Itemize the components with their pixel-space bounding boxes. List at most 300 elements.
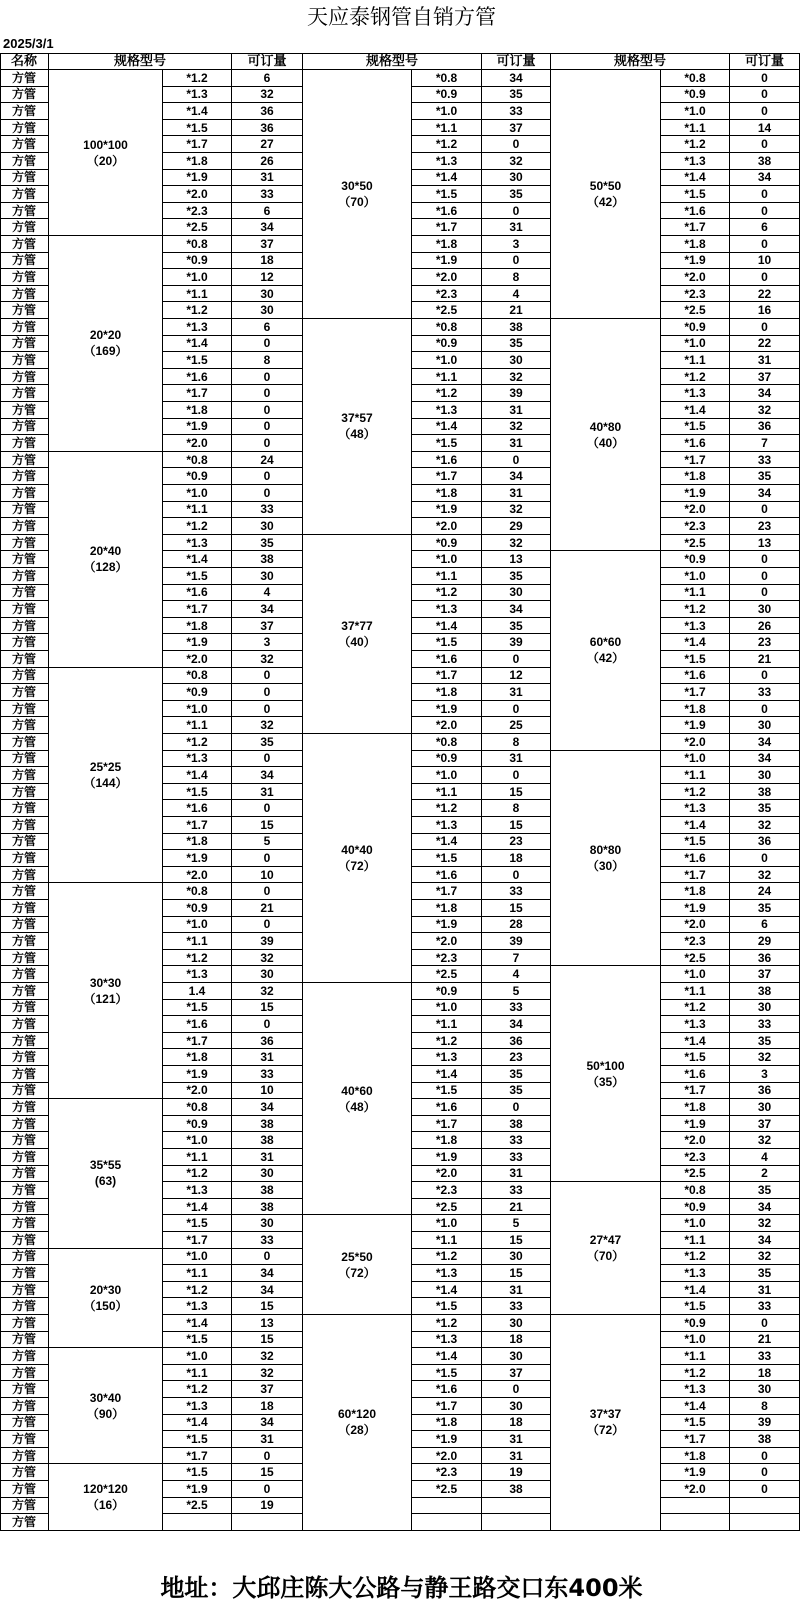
qty-cell: 21 <box>482 1199 551 1216</box>
qty-cell: 15 <box>232 1464 303 1481</box>
qty-cell: 38 <box>232 1132 303 1149</box>
product-name-cell: 方管 <box>0 485 49 502</box>
qty-cell: 23 <box>482 1049 551 1066</box>
thickness-cell: *0.8 <box>163 668 232 685</box>
product-name-cell: 方管 <box>0 983 49 1000</box>
thickness-cell: *1.7 <box>163 1448 232 1465</box>
thickness-cell: *1.4 <box>163 1199 232 1216</box>
thickness-cell: *0.9 <box>163 468 232 485</box>
qty-cell: 30 <box>730 717 800 734</box>
qty-cell: 37 <box>482 120 551 137</box>
thickness-cell: *1.2 <box>412 136 482 153</box>
spec-group-cell: 100*100 （20） <box>49 70 163 236</box>
qty-cell: 39 <box>482 634 551 651</box>
thickness-cell: *1.5 <box>412 435 482 452</box>
qty-cell: 35 <box>482 568 551 585</box>
spec-group-cell: 37*57 （48） <box>303 319 412 535</box>
qty-cell: 34 <box>730 170 800 187</box>
thickness-cell: *1.3 <box>163 319 232 336</box>
qty-cell: 0 <box>232 1448 303 1465</box>
thickness-cell: *1.4 <box>412 1066 482 1083</box>
qty-cell <box>730 1514 800 1531</box>
thickness-cell: *1.1 <box>412 1016 482 1033</box>
thickness-cell: *1.2 <box>163 302 232 319</box>
thickness-cell: *1.9 <box>412 701 482 718</box>
thickness-cell: *1.9 <box>412 502 482 519</box>
qty-cell: 33 <box>482 1298 551 1315</box>
qty-cell: 34 <box>730 1199 800 1216</box>
thickness-cell: *1.1 <box>412 784 482 801</box>
thickness-cell: *2.5 <box>661 1166 730 1183</box>
thickness-cell: *1.6 <box>412 203 482 220</box>
qty-cell: 32 <box>232 717 303 734</box>
qty-cell: 18 <box>232 1398 303 1415</box>
thickness-cell: *1.5 <box>661 186 730 203</box>
qty-cell: 36 <box>232 1033 303 1050</box>
qty-cell: 0 <box>730 668 800 685</box>
thickness-cell: *2.5 <box>412 1481 482 1498</box>
qty-cell: 30 <box>482 585 551 602</box>
spec-group-cell: 27*47 （70） <box>551 1182 661 1315</box>
thickness-cell: *1.4 <box>163 1415 232 1432</box>
thickness-cell: *1.2 <box>163 950 232 967</box>
thickness-cell: *1.4 <box>163 103 232 120</box>
qty-cell: 34 <box>730 734 800 751</box>
qty-cell: 38 <box>232 1116 303 1133</box>
qty-cell: 0 <box>232 468 303 485</box>
qty-cell: 0 <box>730 850 800 867</box>
qty-cell: 36 <box>730 834 800 851</box>
product-name-cell: 方管 <box>0 651 49 668</box>
thickness-cell: *1.9 <box>661 900 730 917</box>
thickness-cell: *1.5 <box>163 784 232 801</box>
qty-cell: 31 <box>730 1282 800 1299</box>
qty-cell: 35 <box>730 1033 800 1050</box>
thickness-cell: *1.2 <box>163 734 232 751</box>
thickness-cell: *0.9 <box>163 253 232 270</box>
thickness-cell: *1.9 <box>163 634 232 651</box>
thickness-cell: *1.2 <box>661 136 730 153</box>
qty-cell: 0 <box>730 136 800 153</box>
thickness-cell: *1.0 <box>163 701 232 718</box>
qty-cell <box>482 1498 551 1515</box>
qty-cell: 21 <box>730 651 800 668</box>
product-name-cell: 方管 <box>0 1481 49 1498</box>
qty-cell: 4 <box>232 585 303 602</box>
qty-cell: 19 <box>482 1464 551 1481</box>
product-name-cell: 方管 <box>0 1332 49 1349</box>
product-name-cell: 方管 <box>0 435 49 452</box>
qty-cell: 8 <box>232 352 303 369</box>
thickness-cell: *0.8 <box>412 734 482 751</box>
thickness-cell: *1.9 <box>412 253 482 270</box>
thickness-cell: *1.4 <box>412 170 482 187</box>
qty-cell: 0 <box>730 568 800 585</box>
thickness-cell: *1.4 <box>661 170 730 187</box>
qty-cell: 33 <box>232 502 303 519</box>
qty-cell: 0 <box>730 585 800 602</box>
qty-cell: 0 <box>730 203 800 220</box>
product-name-cell: 方管 <box>0 1298 49 1315</box>
qty-cell: 31 <box>482 219 551 236</box>
qty-cell <box>730 1498 800 1515</box>
qty-cell: 18 <box>232 253 303 270</box>
qty-cell: 38 <box>232 1199 303 1216</box>
product-name-cell: 方管 <box>0 1265 49 1282</box>
thickness-cell: *1.4 <box>412 1282 482 1299</box>
thickness-cell: *1.2 <box>412 585 482 602</box>
thickness-cell: *1.3 <box>412 1049 482 1066</box>
thickness-cell: *1.9 <box>661 1464 730 1481</box>
qty-cell: 33 <box>232 186 303 203</box>
spec-group-cell: 50*50 （42） <box>551 70 661 319</box>
qty-cell: 33 <box>730 1298 800 1315</box>
product-name-cell: 方管 <box>0 153 49 170</box>
product-name-cell: 方管 <box>0 286 49 303</box>
qty-cell: 34 <box>730 385 800 402</box>
qty-cell: 0 <box>482 253 551 270</box>
qty-cell: 0 <box>232 684 303 701</box>
thickness-cell: *1.5 <box>412 634 482 651</box>
qty-cell: 30 <box>232 302 303 319</box>
thickness-cell: *1.3 <box>412 402 482 419</box>
qty-cell: 0 <box>482 867 551 884</box>
product-name-cell: 方管 <box>0 917 49 934</box>
thickness-cell: *1.3 <box>412 601 482 618</box>
product-name-cell: 方管 <box>0 551 49 568</box>
thickness-cell: *0.8 <box>661 70 730 87</box>
thickness-cell: *0.9 <box>661 551 730 568</box>
qty-cell: 36 <box>232 120 303 137</box>
spec-group-cell: 80*80 （30） <box>551 751 661 967</box>
thickness-cell: *1.4 <box>163 767 232 784</box>
product-name-cell: 方管 <box>0 269 49 286</box>
thickness-cell: *1.7 <box>163 385 232 402</box>
thickness-cell: *1.7 <box>661 219 730 236</box>
qty-cell: 38 <box>482 319 551 336</box>
qty-cell: 32 <box>482 502 551 519</box>
product-name-cell: 方管 <box>0 966 49 983</box>
header-qty: 可订量 <box>730 53 800 70</box>
qty-cell: 30 <box>482 1398 551 1415</box>
thickness-cell: *1.4 <box>163 551 232 568</box>
qty-cell: 31 <box>482 402 551 419</box>
qty-cell: 32 <box>232 950 303 967</box>
thickness-cell: *0.9 <box>163 684 232 701</box>
thickness-cell: *1.2 <box>661 1365 730 1382</box>
qty-cell: 32 <box>730 1132 800 1149</box>
product-name-cell: 方管 <box>0 1149 49 1166</box>
qty-cell: 0 <box>482 651 551 668</box>
qty-cell: 35 <box>482 186 551 203</box>
qty-cell: 31 <box>730 352 800 369</box>
thickness-cell <box>163 1514 232 1531</box>
product-name-cell: 方管 <box>0 369 49 386</box>
thickness-cell: *1.0 <box>163 917 232 934</box>
qty-cell: 0 <box>232 336 303 353</box>
thickness-cell: *1.8 <box>163 1049 232 1066</box>
thickness-cell: *0.8 <box>412 70 482 87</box>
qty-cell: 32 <box>482 369 551 386</box>
thickness-cell: *1.6 <box>661 1066 730 1083</box>
qty-cell: 34 <box>730 485 800 502</box>
thickness-cell: *1.3 <box>661 800 730 817</box>
qty-cell <box>232 1514 303 1531</box>
thickness-cell: *1.6 <box>163 585 232 602</box>
thickness-cell: *1.0 <box>661 568 730 585</box>
thickness-cell: *1.9 <box>163 1481 232 1498</box>
thickness-cell: *1.8 <box>661 468 730 485</box>
qty-cell: 3 <box>232 634 303 651</box>
product-name-cell: 方管 <box>0 352 49 369</box>
thickness-cell: *1.4 <box>661 1282 730 1299</box>
qty-cell: 35 <box>232 734 303 751</box>
qty-cell: 38 <box>730 983 800 1000</box>
product-name-cell: 方管 <box>0 1066 49 1083</box>
qty-cell: 34 <box>482 601 551 618</box>
qty-cell: 34 <box>232 1415 303 1432</box>
thickness-cell: *1.0 <box>163 1249 232 1266</box>
qty-cell: 39 <box>730 1415 800 1432</box>
qty-cell: 36 <box>232 103 303 120</box>
product-name-cell: 方管 <box>0 452 49 469</box>
header-name: 名称 <box>0 53 49 70</box>
qty-cell: 33 <box>730 452 800 469</box>
thickness-cell: *1.4 <box>412 834 482 851</box>
header-spec: 规格型号 <box>49 53 232 70</box>
thickness-cell: *1.6 <box>163 1016 232 1033</box>
qty-cell: 34 <box>730 751 800 768</box>
thickness-cell: *1.3 <box>412 153 482 170</box>
thickness-cell: *1.7 <box>412 1116 482 1133</box>
product-name-cell: 方管 <box>0 585 49 602</box>
thickness-cell: *2.0 <box>412 717 482 734</box>
qty-cell: 32 <box>232 1348 303 1365</box>
spec-group-cell: 60*120 （28） <box>303 1315 412 1531</box>
qty-cell: 30 <box>482 1348 551 1365</box>
qty-cell: 10 <box>232 867 303 884</box>
thickness-cell <box>661 1514 730 1531</box>
qty-cell: 31 <box>482 1448 551 1465</box>
qty-cell: 10 <box>730 253 800 270</box>
thickness-cell: *0.8 <box>163 236 232 253</box>
qty-cell: 30 <box>232 286 303 303</box>
product-name-cell: 方管 <box>0 933 49 950</box>
qty-cell: 24 <box>232 452 303 469</box>
thickness-cell: *1.0 <box>412 103 482 120</box>
thickness-cell: *1.9 <box>661 717 730 734</box>
thickness-cell: *1.0 <box>661 336 730 353</box>
product-name-cell: 方管 <box>0 236 49 253</box>
qty-cell: 35 <box>482 618 551 635</box>
thickness-cell: *1.1 <box>163 502 232 519</box>
qty-cell: 5 <box>232 834 303 851</box>
qty-cell: 0 <box>730 1448 800 1465</box>
qty-cell: 29 <box>482 518 551 535</box>
qty-cell: 0 <box>232 1481 303 1498</box>
spec-group-cell: 40*80 （40） <box>551 319 661 551</box>
qty-cell: 32 <box>730 1215 800 1232</box>
thickness-cell: *2.5 <box>661 302 730 319</box>
qty-cell: 21 <box>482 302 551 319</box>
thickness-cell: *0.9 <box>412 87 482 104</box>
thickness-cell: *2.0 <box>412 1448 482 1465</box>
product-name-cell: 方管 <box>0 684 49 701</box>
qty-cell: 33 <box>232 1232 303 1249</box>
qty-cell: 6 <box>232 319 303 336</box>
thickness-cell: *1.0 <box>412 1215 482 1232</box>
product-name-cell: 方管 <box>0 867 49 884</box>
thickness-cell: *1.3 <box>163 1398 232 1415</box>
qty-cell: 0 <box>730 551 800 568</box>
thickness-cell: *0.9 <box>412 535 482 552</box>
product-name-cell: 方管 <box>0 1182 49 1199</box>
product-name-cell: 方管 <box>0 634 49 651</box>
thickness-cell <box>661 1498 730 1515</box>
thickness-cell: *1.9 <box>661 485 730 502</box>
thickness-cell: *1.0 <box>163 485 232 502</box>
thickness-cell: *1.2 <box>661 1000 730 1017</box>
product-name-cell: 方管 <box>0 87 49 104</box>
product-name-cell: 方管 <box>0 1348 49 1365</box>
qty-cell: 0 <box>482 452 551 469</box>
thickness-cell: *1.4 <box>661 1033 730 1050</box>
qty-cell: 26 <box>232 153 303 170</box>
qty-cell: 0 <box>232 917 303 934</box>
qty-cell: 30 <box>730 767 800 784</box>
qty-cell: 35 <box>730 1182 800 1199</box>
product-name-cell: 方管 <box>0 518 49 535</box>
thickness-cell: *1.2 <box>661 784 730 801</box>
thickness-cell: *2.3 <box>412 1182 482 1199</box>
spec-group-cell: 25*25 （144） <box>49 668 163 884</box>
thickness-cell: *0.9 <box>163 900 232 917</box>
qty-cell: 6 <box>730 917 800 934</box>
thickness-cell: *1.1 <box>661 1232 730 1249</box>
thickness-cell: *1.7 <box>661 1083 730 1100</box>
thickness-cell: *0.9 <box>661 1199 730 1216</box>
thickness-cell: *0.9 <box>661 87 730 104</box>
qty-cell: 23 <box>730 518 800 535</box>
qty-cell: 4 <box>482 966 551 983</box>
spec-group-cell: 20*20 （169） <box>49 236 163 452</box>
qty-cell: 37 <box>730 369 800 386</box>
qty-cell: 0 <box>232 850 303 867</box>
qty-cell: 30 <box>730 601 800 618</box>
product-name-cell: 方管 <box>0 1249 49 1266</box>
thickness-cell: *1.0 <box>412 767 482 784</box>
product-name-cell: 方管 <box>0 103 49 120</box>
thickness-cell: *1.6 <box>661 435 730 452</box>
thickness-cell: *2.0 <box>163 435 232 452</box>
spec-group-cell: 30*40 （90） <box>49 1348 163 1464</box>
qty-cell: 23 <box>482 834 551 851</box>
thickness-cell: *1.7 <box>661 452 730 469</box>
product-name-cell: 方管 <box>0 800 49 817</box>
spec-group-cell: 30*30 （121） <box>49 883 163 1099</box>
qty-cell: 0 <box>482 203 551 220</box>
product-name-cell: 方管 <box>0 402 49 419</box>
qty-cell: 21 <box>232 900 303 917</box>
qty-cell: 0 <box>232 485 303 502</box>
thickness-cell: *1.7 <box>163 1033 232 1050</box>
thickness-cell: *1.8 <box>163 402 232 419</box>
thickness-cell: *2.0 <box>412 518 482 535</box>
thickness-cell: *1.2 <box>412 385 482 402</box>
qty-cell: 31 <box>482 684 551 701</box>
thickness-cell: *1.5 <box>661 1415 730 1432</box>
qty-cell: 37 <box>730 966 800 983</box>
product-name-cell: 方管 <box>0 1398 49 1415</box>
thickness-cell: *1.2 <box>412 800 482 817</box>
thickness-cell: *0.9 <box>661 319 730 336</box>
thickness-cell: *1.5 <box>163 352 232 369</box>
thickness-cell: *1.2 <box>163 1166 232 1183</box>
thickness-cell: *1.8 <box>412 684 482 701</box>
spec-group-cell: 20*30 （150） <box>49 1249 163 1349</box>
product-name-cell: 方管 <box>0 385 49 402</box>
thickness-cell: *0.9 <box>661 1315 730 1332</box>
product-name-cell: 方管 <box>0 668 49 685</box>
qty-cell: 38 <box>730 153 800 170</box>
spec-group-cell: 35*55 (63) <box>49 1099 163 1248</box>
thickness-cell: *1.6 <box>412 1099 482 1116</box>
thickness-cell: *2.0 <box>163 867 232 884</box>
thickness-cell: *1.4 <box>661 1398 730 1415</box>
qty-cell: 0 <box>730 1464 800 1481</box>
thickness-cell: *2.3 <box>661 933 730 950</box>
thickness-cell: *1.0 <box>661 103 730 120</box>
product-name-cell: 方管 <box>0 336 49 353</box>
thickness-cell: *1.7 <box>661 1431 730 1448</box>
qty-cell: 30 <box>482 1249 551 1266</box>
thickness-cell: *1.6 <box>163 369 232 386</box>
thickness-cell: *1.3 <box>163 87 232 104</box>
product-name-cell: 方管 <box>0 502 49 519</box>
address-footer: 地址：大邱庄陈大公路与静王路交口东400米 <box>160 1574 643 1602</box>
thickness-cell: *1.1 <box>661 120 730 137</box>
qty-cell: 32 <box>232 1365 303 1382</box>
thickness-cell: *2.5 <box>412 966 482 983</box>
qty-cell: 0 <box>730 502 800 519</box>
thickness-cell: *1.3 <box>163 751 232 768</box>
thickness-cell: *1.2 <box>661 601 730 618</box>
product-name-cell: 方管 <box>0 120 49 137</box>
product-name-cell: 方管 <box>0 319 49 336</box>
qty-cell: 37 <box>232 236 303 253</box>
qty-cell: 34 <box>232 767 303 784</box>
qty-cell: 37 <box>730 1116 800 1133</box>
qty-cell: 0 <box>730 186 800 203</box>
thickness-cell: *1.1 <box>412 369 482 386</box>
thickness-cell: *1.1 <box>661 585 730 602</box>
thickness-cell: *1.0 <box>661 1332 730 1349</box>
spec-group-cell: 120*120 （16） <box>49 1464 163 1530</box>
product-name-cell: 方管 <box>0 1448 49 1465</box>
qty-cell: 18 <box>730 1365 800 1382</box>
qty-cell: 15 <box>482 817 551 834</box>
product-name-cell: 方管 <box>0 1498 49 1515</box>
thickness-cell: *1.0 <box>163 1348 232 1365</box>
spec-group-cell: 20*40 （128） <box>49 452 163 668</box>
thickness-cell: *1.1 <box>163 933 232 950</box>
qty-cell: 34 <box>730 1232 800 1249</box>
qty-cell: 34 <box>482 1016 551 1033</box>
thickness-cell: *2.5 <box>163 219 232 236</box>
product-name-cell: 方管 <box>0 1232 49 1249</box>
qty-cell: 0 <box>730 319 800 336</box>
thickness-cell: *1.8 <box>661 883 730 900</box>
